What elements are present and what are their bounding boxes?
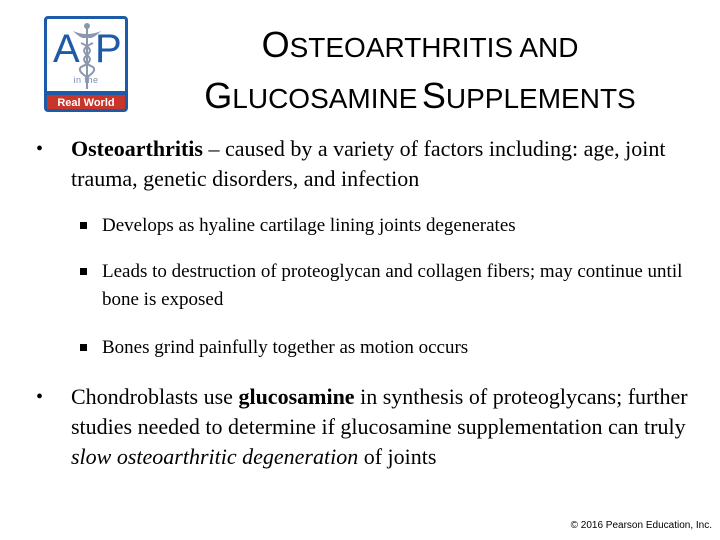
bullet-osteoarthritis <box>24 134 694 194</box>
bullet-chondroblasts <box>24 382 694 472</box>
sub-bullet-square <box>80 222 87 229</box>
slide-title <box>140 24 700 126</box>
ap-real-world-logo <box>44 16 128 112</box>
sub-bullet-square <box>80 344 87 351</box>
sub-bullet-text: Leads to destruction of proteoglycan and collagen fibers; may continue until bone is exposed <box>102 261 683 310</box>
title-line-2: GLUCOSAMINE SUPPLEMENTS <box>204 75 636 116</box>
logo-letter-p: P <box>95 27 122 71</box>
copyright-notice: © 2016 Pearson Education, Inc. <box>570 520 712 531</box>
sub-bullet-1 <box>80 212 690 240</box>
sub-bullet-square <box>80 268 87 275</box>
bullet-dot: • <box>36 138 44 160</box>
logo-real-world-text: Real World <box>57 97 115 109</box>
sub-bullet-text: Develops as hyaline cartilage lining joints degenerates <box>102 215 516 236</box>
sub-bullet-2 <box>80 258 690 314</box>
bullet-text: Chondroblasts use glucosamine in synthesis of proteoglycans; further studies needed to determine if glucosamine supplementation can truly slow osteoarthritic degeneration of joints <box>71 384 688 469</box>
bullet-dot: • <box>36 386 44 408</box>
logo-letter-a: A <box>53 27 80 71</box>
sub-bullet-3 <box>80 334 690 362</box>
title-line-1: OSTEOARTHRITIS AND <box>261 24 579 65</box>
sub-bullet-text: Bones grind painfully together as motion occurs <box>102 337 469 358</box>
logo-in-the: in the <box>73 75 99 85</box>
logo-top-panel <box>47 19 125 93</box>
bullet-text: Osteoarthritis – caused by a variety of factors including: age, joint trauma, genetic disorders, and infection <box>71 136 666 191</box>
